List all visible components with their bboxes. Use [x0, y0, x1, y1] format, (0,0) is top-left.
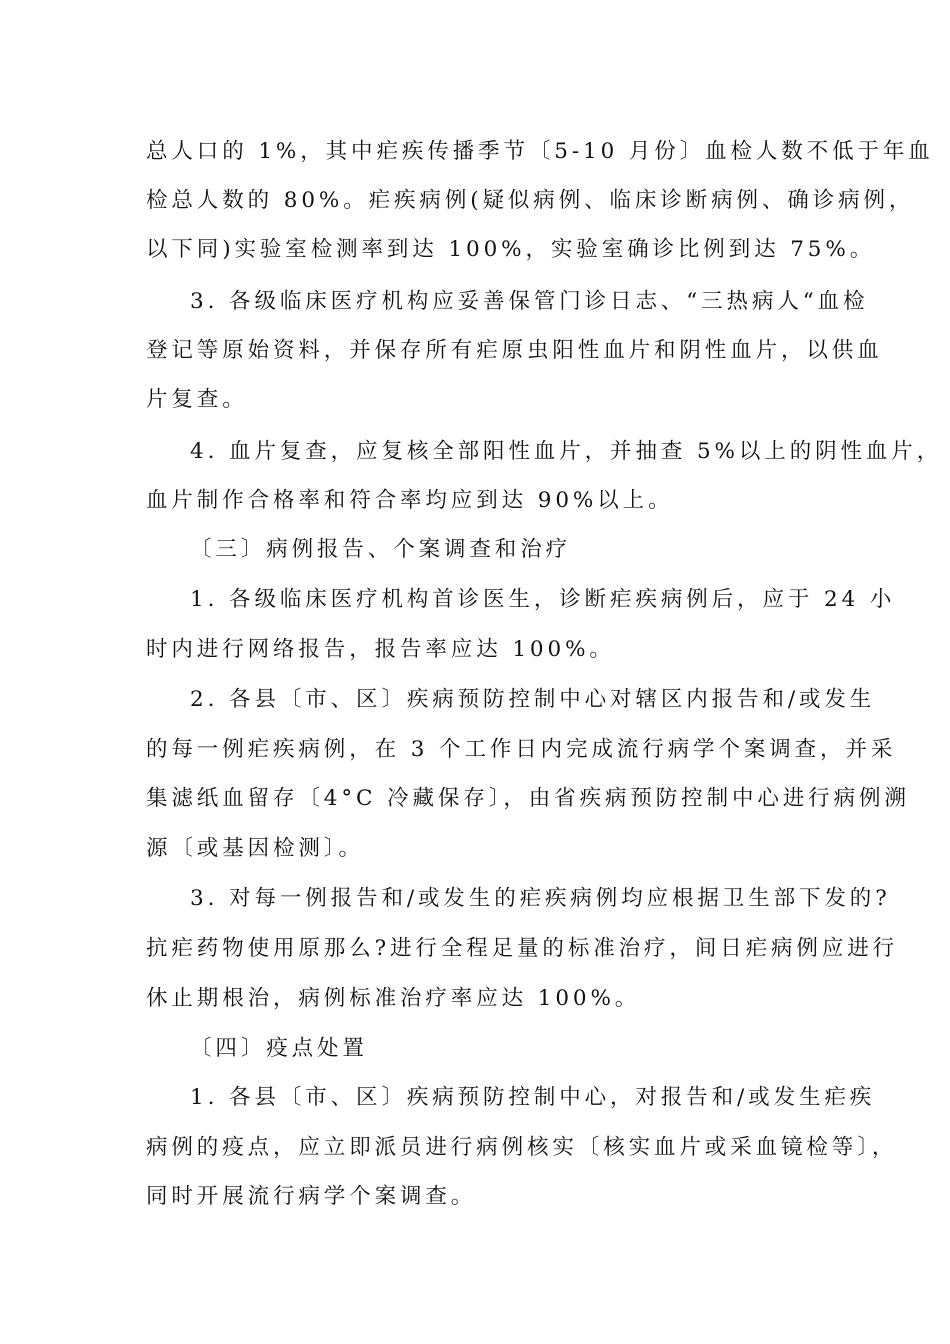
paragraph-line-17: 抗疟药物使用原那么?进行全程足量的标准治疗，间日疟病例应进行 [146, 936, 899, 961]
paragraph-line-11: 时内进行网络报告，报告率应达 100%。 [146, 637, 615, 662]
paragraph-line-14: 集滤纸血留存〔4°C 冷藏保存〕，由省疾病预防控制中心进行病例溯 [146, 786, 910, 811]
paragraph-line-15: 源〔或基因检测〕。 [146, 836, 364, 861]
paragraph-line-12: 2. 各县〔市、区〕疾病预防控制中心对辖区内报告和/或发生 [190, 687, 876, 712]
paragraph-line-20: 1. 各县〔市、区〕疾病预防控制中心，对报告和/或发生疟疾 [190, 1085, 876, 1110]
paragraph-line-1: 总人口的 1%，其中疟疾传播季节〔5-10 月份〕血检人数不低于年血 [146, 139, 934, 164]
paragraph-line-5: 登记等原始资料，并保存所有疟原虫阳性血片和阴性血片，以供血 [146, 338, 883, 363]
section-heading-4: 〔四〕疫点处置 [190, 1036, 368, 1061]
paragraph-line-16: 3. 对每一例报告和/或发生的疟疾病例均应根据卫生部下发的? [190, 886, 891, 911]
section-heading-3: 〔三〕病例报告、个案调查和治疗 [190, 537, 572, 562]
paragraph-line-6: 片复查。 [146, 387, 248, 412]
paragraph-line-10: 1. 各级临床医疗机构首诊医生，诊断疟疾病例后，应于 24 小 [190, 587, 896, 612]
paragraph-line-3: 以下同)实验室检测率到达 100%，实验室确诊比例到达 75%。 [146, 237, 876, 262]
paragraph-line-13: 的每一例疟疾病例，在 3 个工作日内完成流行病学个案调查，并采 [146, 737, 897, 762]
paragraph-line-8: 血片制作合格率和符合率均应到达 90%以上。 [146, 488, 674, 513]
paragraph-line-21: 病例的疫点，应立即派员进行病例核实〔核实血片或采血镜检等〕， [146, 1135, 898, 1160]
paragraph-line-18: 休止期根治，病例标准治疗率应达 100%。 [146, 986, 641, 1011]
paragraph-line-22: 同时开展流行病学个案调查。 [146, 1184, 477, 1209]
paragraph-line-7: 4. 血片复查，应复核全部阳性血片，并抽查 5%以上的阴性血片， [190, 439, 943, 464]
paragraph-line-4: 3. 各级临床医疗机构应妥善保管门诊日志、“三热病人“血检 [190, 289, 869, 314]
paragraph-line-2: 检总人数的 80%。疟疾病例(疑似病例、临床诊断病例、确诊病例， [146, 188, 915, 213]
